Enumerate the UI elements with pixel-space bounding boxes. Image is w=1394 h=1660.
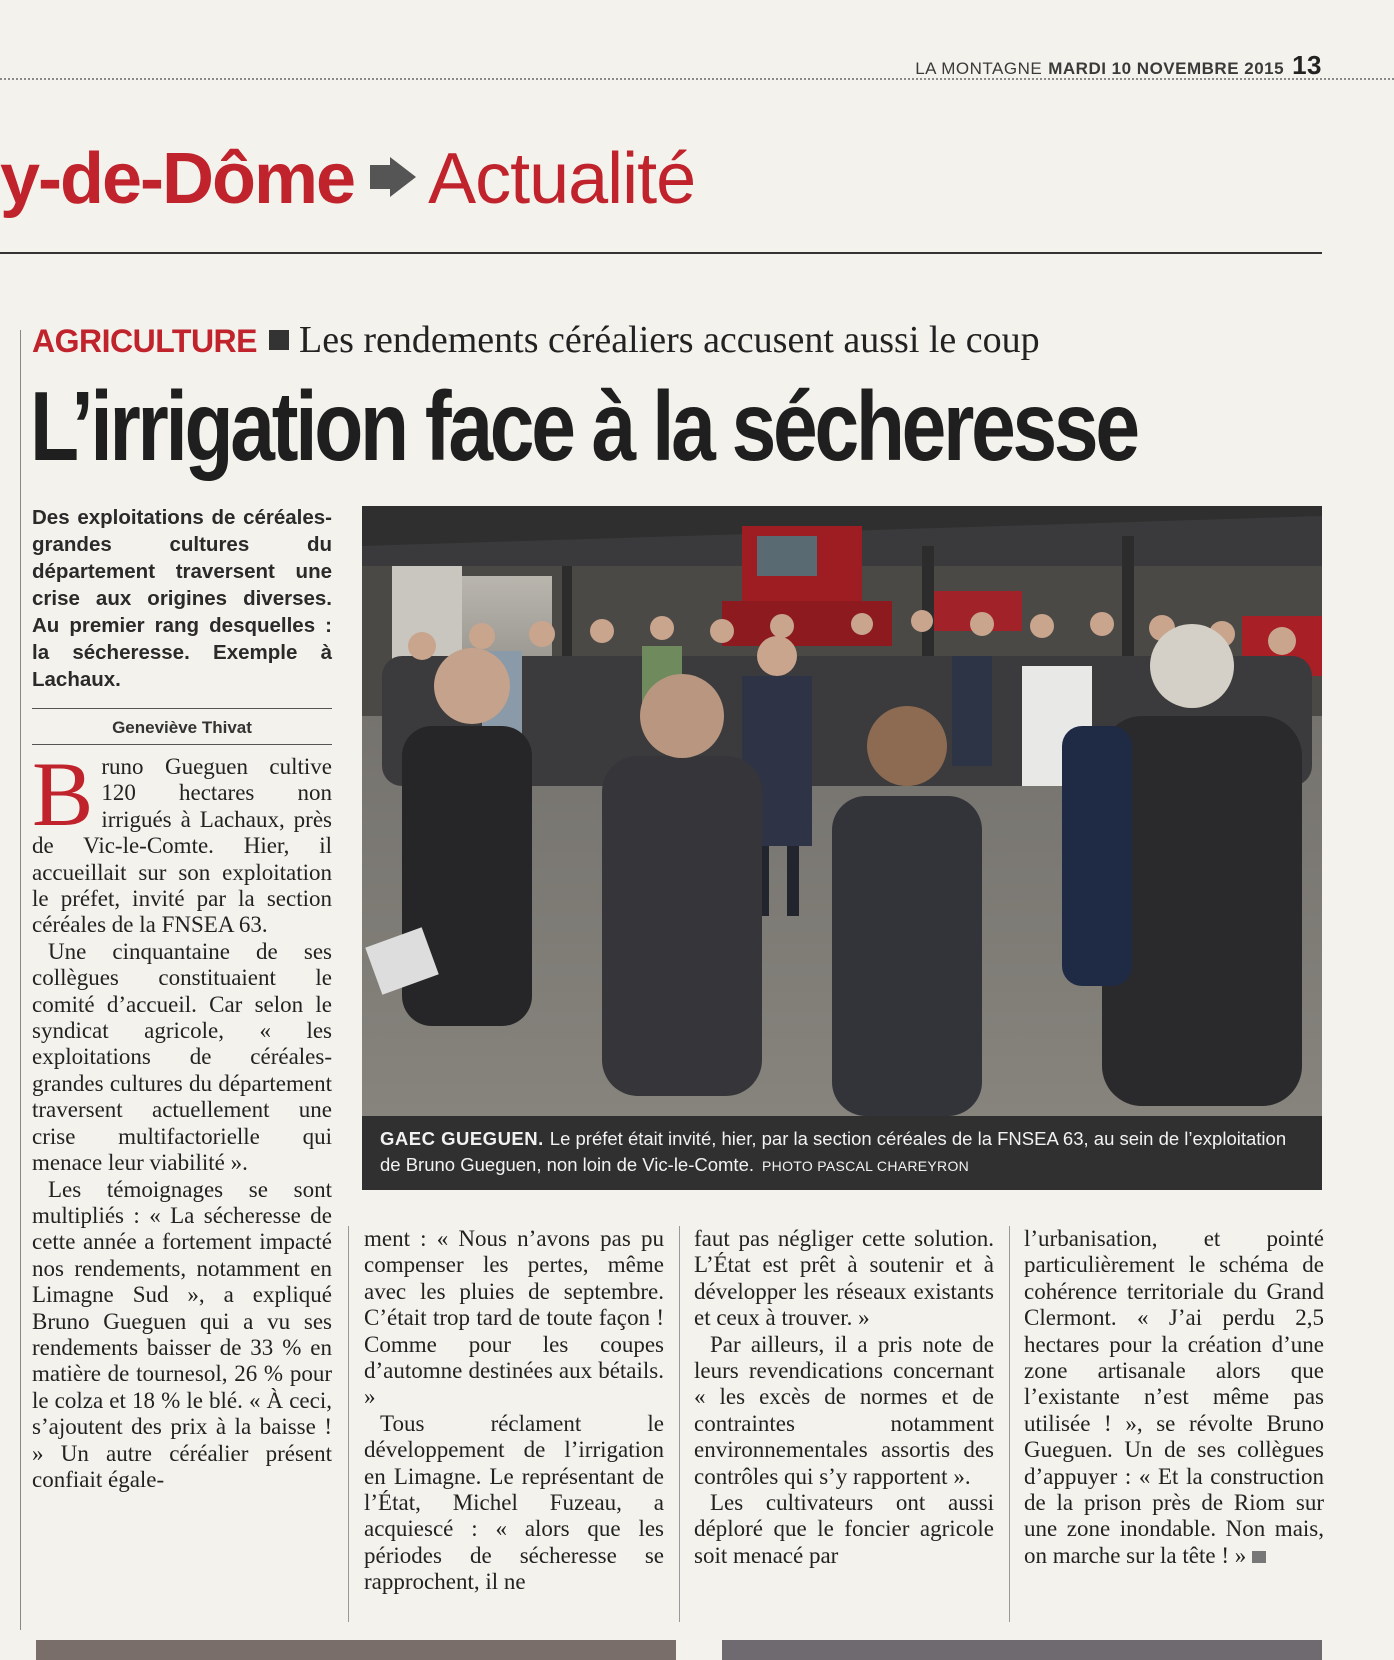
article-kicker <box>32 318 1040 362</box>
paragraph: Par ailleurs, il a pris note de leurs revendications concernant « les excès de normes et de contraintes notamment environnementales assortis des contrôles qui s’y rapportent ». <box>694 1331 994 1489</box>
drop-cap: B <box>32 743 94 845</box>
paragraph: Les témoignages se sont multipliés : « La sécheresse de cette année a fortement impacté nos rendements, notamment en Limagne Sud », a expliqué Bruno Gueguen qui a vu ses rendements baisser de 33 % en matière de tournesol, 26 % pour le colza et 18 % le blé. « À ceci, s’ajoutent des prix à la baisse ! » Un autre céréalier présent confiait égale- <box>32 1176 332 1492</box>
paragraph-text: l’urbanisation, et pointé particulièrement le schéma de cohérence territoriale du Grand Clermont. « J’ai perdu 2,5 hectares pour la création d’une zone artisanale alors que l’existante n’est même pas utilisée ! », se révolte Bruno Gueguen. Un de ses collègues d’appuyer : « Et la construction de la prison près de Riom sur une zone inondable. Non mais, on marche sur la tête ! » <box>1024 1226 1324 1568</box>
square-bullet-icon <box>269 330 289 350</box>
crowd-photo-illustration <box>362 506 1322 1190</box>
paragraph: ment : « Nous n’avons pas pu compenser les pertes, même avec les pluies de septembre. C’était trop tard de toute façon ! Comme pour les coupes d’automne destinées aux bétails. » <box>364 1226 664 1410</box>
chapo-rule <box>32 708 332 709</box>
kicker-subtitle: Les rendements céréaliers accusent aussi le coup <box>299 319 1040 361</box>
page-number: 13 <box>1292 50 1322 80</box>
article-chapo: Des exploitations de céréales-grandes cultures du département traversent une crise aux origines diverses. Au premier rang desquelles : la sécheresse. Exemple à Lachaux. <box>32 506 332 691</box>
photo-credit: PHOTO PASCAL CHAREYRON <box>762 1158 970 1174</box>
article-column-3 <box>694 1226 994 1569</box>
article-headline: L’irrigation face à la sécheresse <box>30 371 1137 481</box>
column-rule <box>1009 1226 1010 1622</box>
paragraph: Les cultivateurs ont aussi déploré que le foncier agricole soit menacé par <box>694 1490 994 1568</box>
paragraph: Tous réclament le développement de l’irrigation en Limagne. Le représentant de l’État, Michel Fuzeau, a acquiescé : « alors que les périodes de sécheresse se rapprochent, il ne <box>364 1410 664 1595</box>
end-of-article-icon <box>1252 1551 1266 1563</box>
section-rubric: Actualité <box>428 139 696 219</box>
column-rule <box>348 1226 349 1622</box>
article-column-2 <box>364 1226 664 1596</box>
adjacent-content-strip <box>722 1640 1322 1660</box>
article-column-1 <box>32 743 332 1493</box>
caption-text: Le préfet était invité, hier, par la section céréales de la FNSEA 63, au sein de l’exploitation de Bruno Gueguen, non loin de Vic-le-Comte. <box>380 1128 1287 1175</box>
photo-caption <box>362 1116 1322 1190</box>
folio <box>915 50 1322 81</box>
kicker-tag: AGRICULTURE <box>32 323 257 359</box>
adjacent-content-strip <box>36 1640 676 1660</box>
issue-date: MARDI 10 NOVEMBRE 2015 <box>1048 59 1285 78</box>
article-photo <box>362 506 1322 1190</box>
paragraph: Une cinquantaine de ses collègues constituaient le comité d’accueil. Car selon le syndicat agricole, « les exploitations de céréales-grandes cultures du département traversent actuellement une crise multifactorielle qui menace leur viabilité ». <box>32 938 332 1176</box>
paragraph-text: runo Gueguen cultive 120 hectares non irrigués à Lachaux, près de Vic-le-Comte. Hier, il accueillait sur son exploitation le préfet, invité par la section céréales de la FNSEA 63. <box>32 754 332 938</box>
paper-name: LA MONTAGNE <box>915 59 1043 78</box>
left-column-rule <box>20 330 21 1630</box>
arrow-right-icon <box>370 157 416 197</box>
caption-lead: GAEC GUEGUEN. <box>380 1128 544 1149</box>
section-department: y-de-Dôme <box>0 139 355 219</box>
article-column-4 <box>1024 1226 1324 1569</box>
section-header <box>0 138 695 218</box>
article-byline: Geneviève Thivat <box>112 718 252 737</box>
paragraph: faut pas négliger cette solution. L’État est prêt à soutenir et à développer les réseaux existants et ceux à trouver. » <box>694 1226 994 1331</box>
paragraph <box>1024 1226 1324 1569</box>
column-rule <box>679 1226 680 1622</box>
section-rule <box>0 252 1322 254</box>
paragraph <box>32 743 332 939</box>
